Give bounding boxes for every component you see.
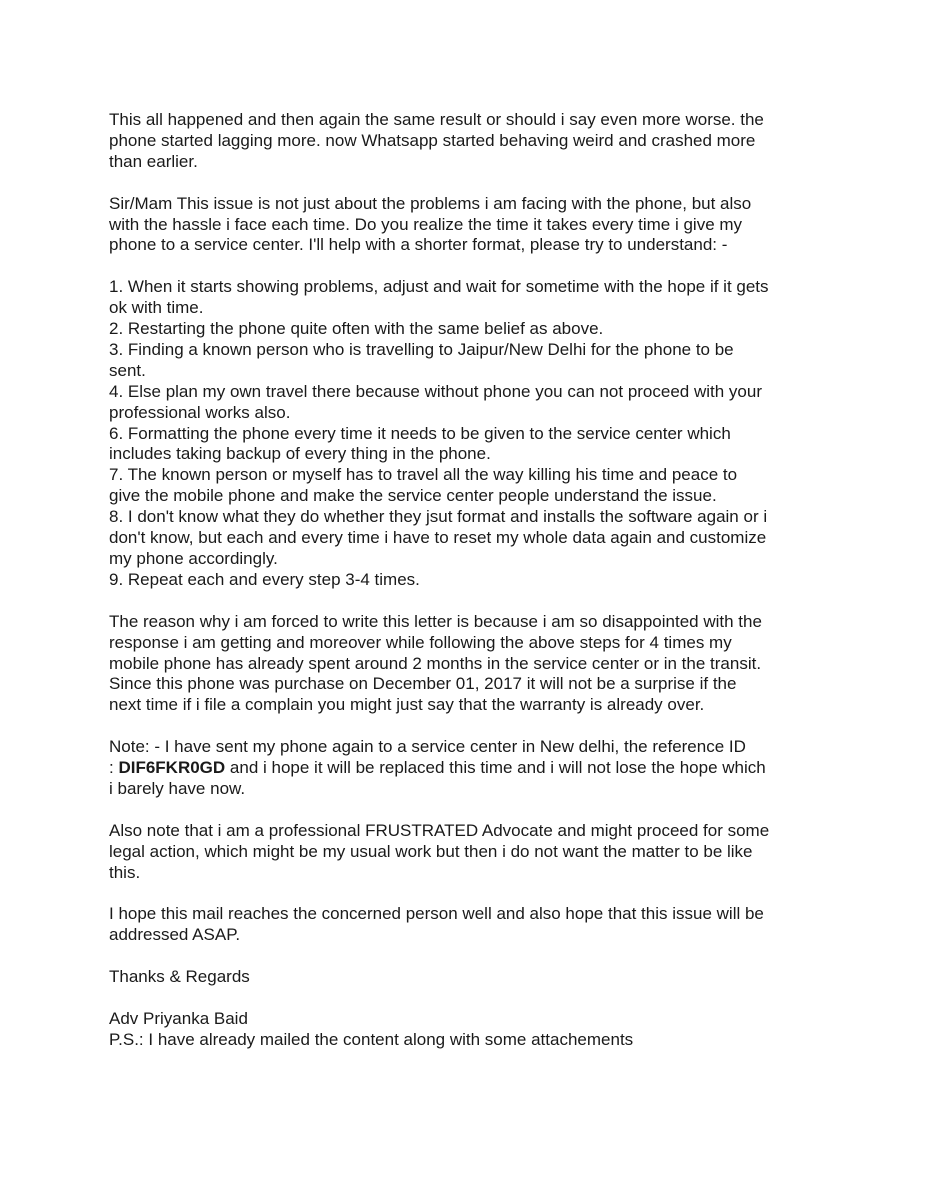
steps-list	[109, 277, 869, 591]
closing-line: Thanks & Regards	[109, 967, 250, 987]
paragraph-legal: Also note that i am a professional FRUSTRATED Advocate and might proceed for some legal action, which might be my usual work but then i do not want the matter to be like this.	[109, 820, 770, 882]
signature-name: Adv Priyanka Baid	[109, 1008, 248, 1028]
paragraph-intro: This all happened and then again the same result or should i say even more worse. the phone started lagging more. now Whatsapp started behaving weird and crashed more than earlier.	[109, 110, 764, 171]
reference-id: DIF6FKR0GD	[118, 758, 226, 778]
letter-page	[109, 110, 869, 1051]
note-text-after: and i hope it will be replaced this time and i will not lose the hope which i barely have now.	[109, 758, 766, 798]
list-item: 7. The known person or myself has to travel all the way killing his time and peace to give the mobile phone and make the service center people understand the issue.	[109, 465, 738, 506]
paragraph-reason: The reason why i am forced to write this letter is because i am so disappointed with the response i am getting and moreover while following the above steps for 4 times my mobile phone has already spent around 2 months in the service center or in the transit. Since this phone was purchase on December 01, 2017 it will not be a surprise if the next time if i file a complain you might just say that the warranty is already over.	[109, 611, 762, 715]
note-text-before: Note: - I have sent my phone again to a service center in New delhi, the reference ID :	[109, 737, 746, 778]
list-item: 3. Finding a known person who is travelling to Jaipur/New Delhi for the phone to be sent.	[109, 339, 734, 380]
paragraph-note	[109, 737, 869, 800]
paragraph-hope: I hope this mail reaches the concerned person well and also hope that this issue will be addressed ASAP.	[109, 904, 764, 945]
list-item: 6. Formatting the phone every time it needs to be given to the service center which includes taking backup of every thing in the phone.	[109, 423, 731, 464]
list-item: 9. Repeat each and every step 3-4 times.	[109, 569, 420, 589]
postscript: P.S.: I have already mailed the content along with some attachements	[109, 1029, 634, 1049]
paragraph-issue: Sir/Mam This issue is not just about the problems i am facing with the phone, but also with the hassle i face each time. Do you realize the time it takes every time i give my phone to a service center. I'll help with a shorter format, please try to understand: -	[109, 193, 752, 255]
list-item: 2. Restarting the phone quite often with the same belief as above.	[109, 319, 604, 339]
list-item: 1. When it starts showing problems, adjust and wait for sometime with the hope if it gets ok with time.	[109, 277, 769, 318]
list-item: 8. I don't know what they do whether they jsut format and installs the software again or i don't know, but each and every time i have to reset my whole data again and customize my phone accordingly.	[109, 507, 768, 568]
list-item: 4. Else plan my own travel there because without phone you can not proceed with your professional works also.	[109, 381, 762, 422]
